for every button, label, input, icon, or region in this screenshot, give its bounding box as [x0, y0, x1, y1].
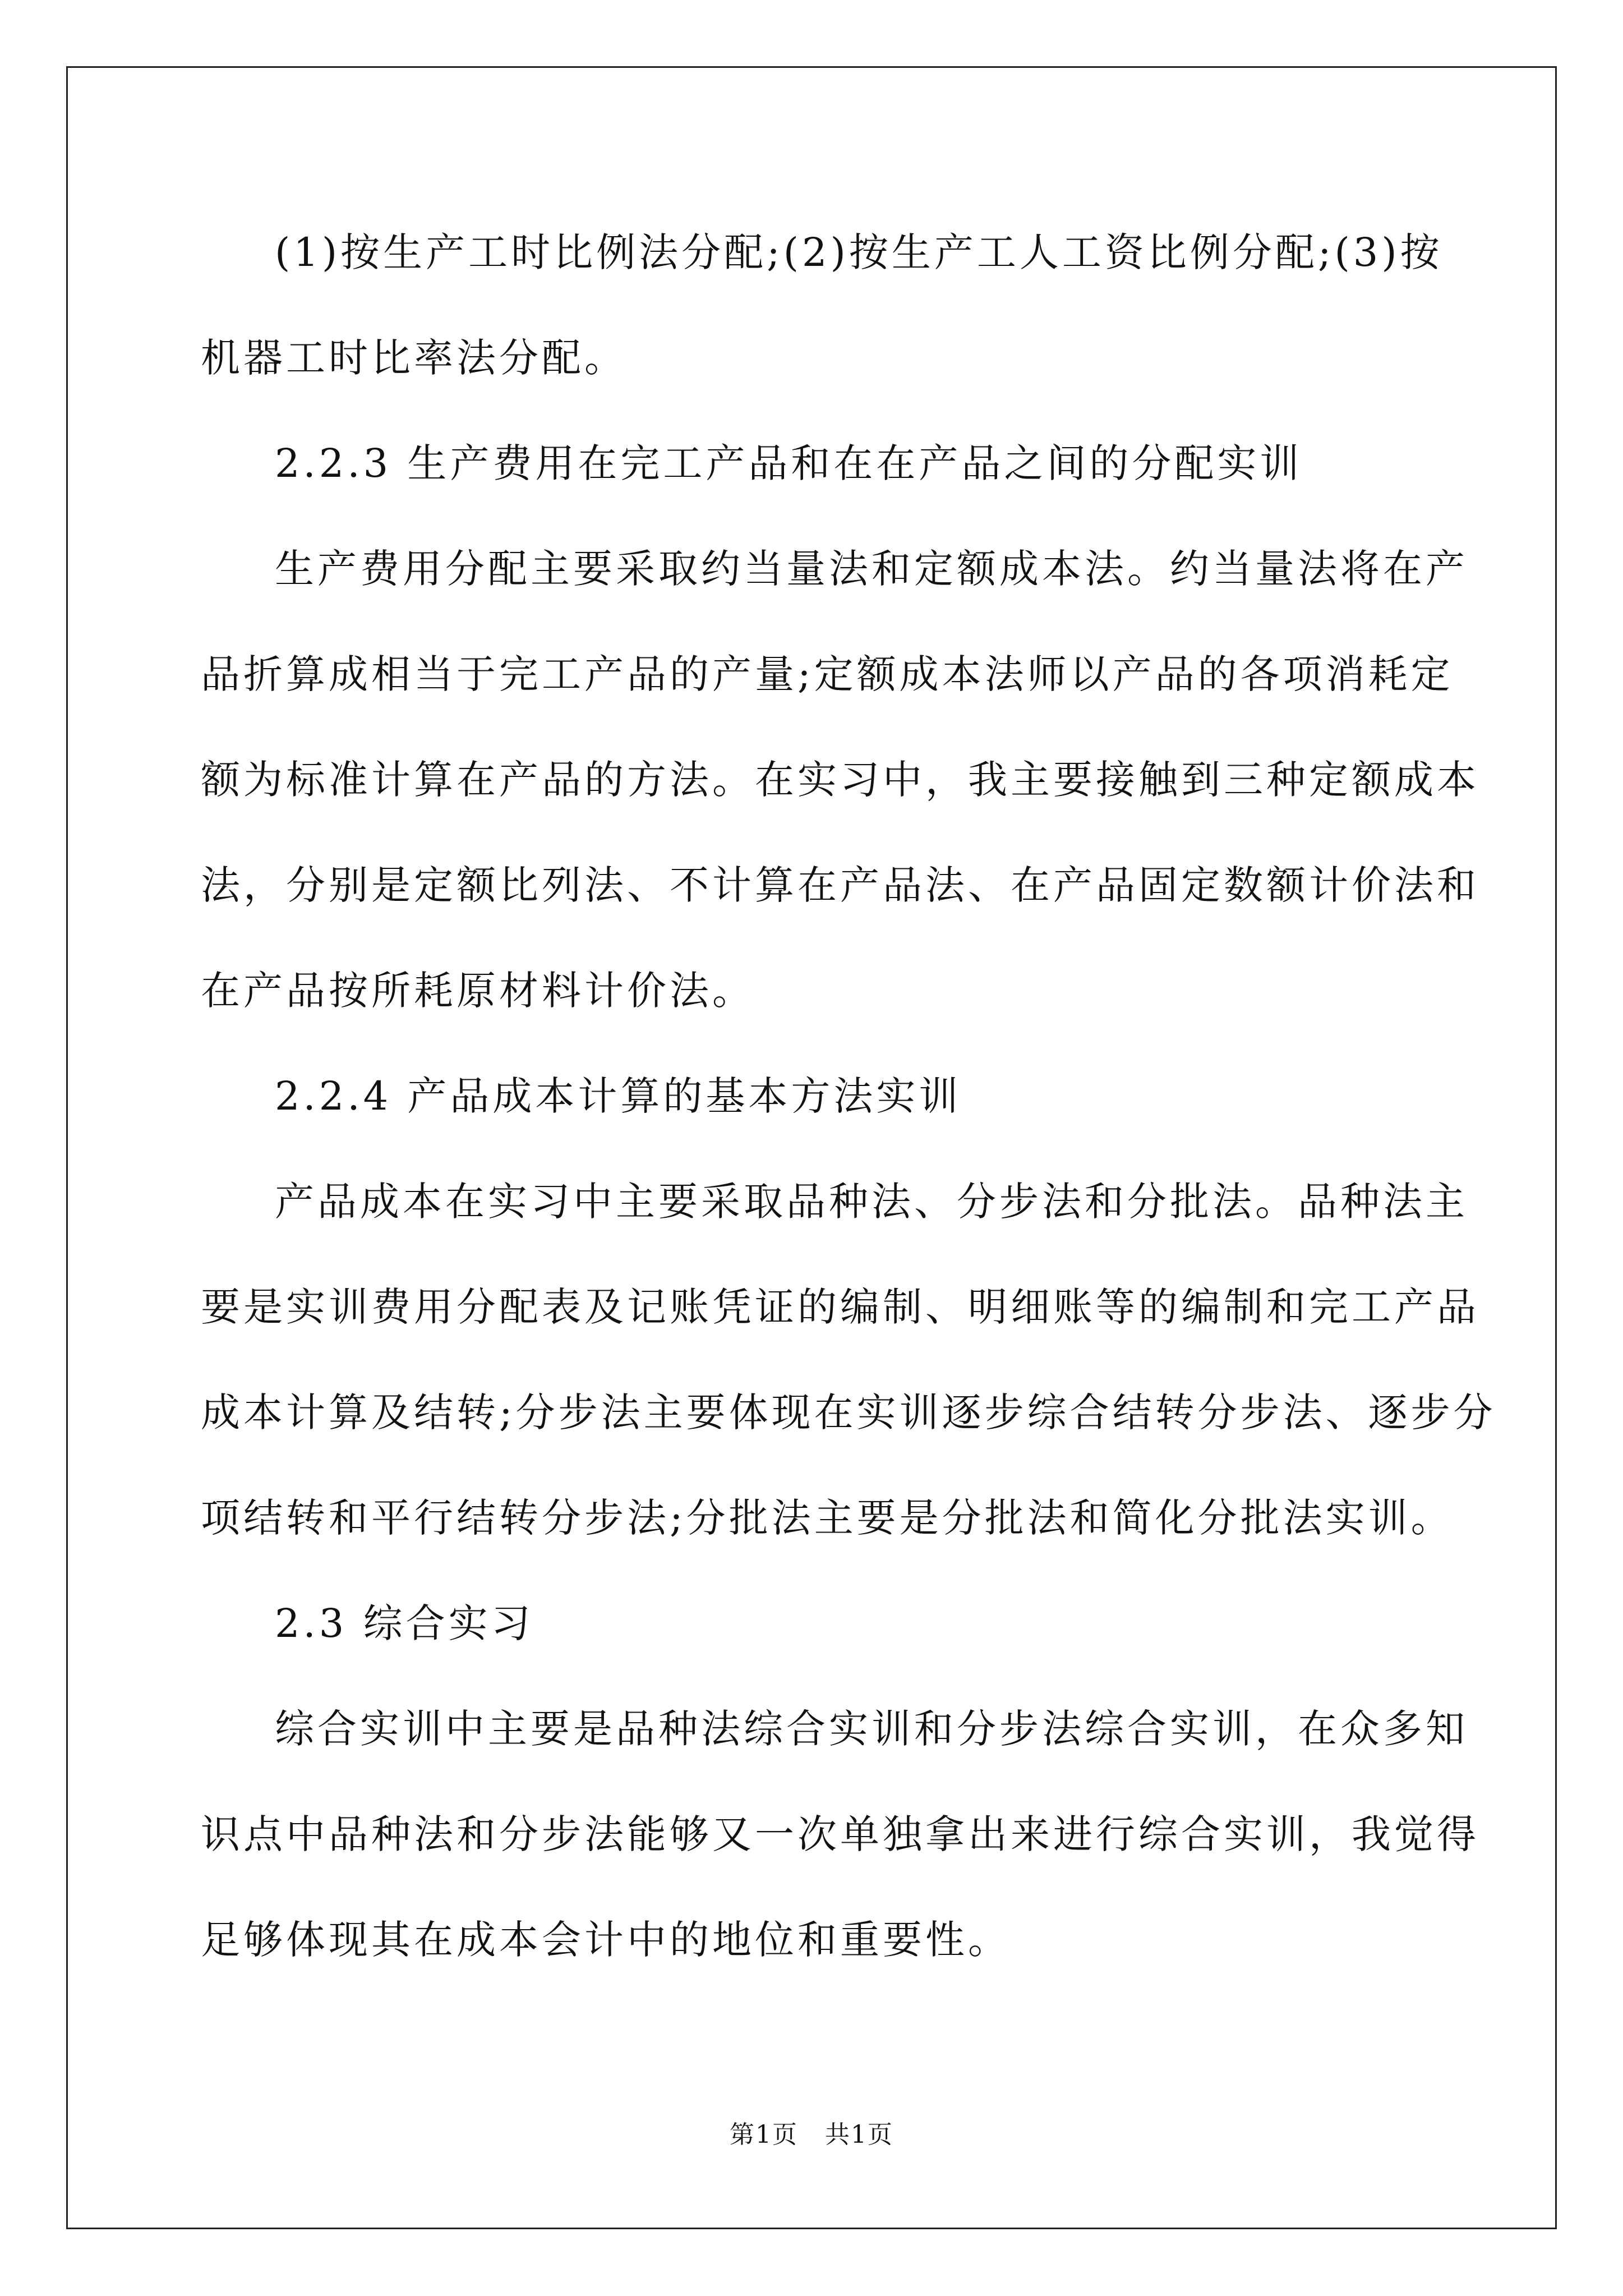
page-footer: 第1页 共1页	[730, 2120, 893, 2149]
paragraph-line: 足够体现其在成本会计中的地位和重要性。	[201, 1917, 1011, 1963]
section-heading: 2.3 综合实习	[275, 1600, 534, 1646]
paragraph-line: 品折算成相当于完工产品的产量;定额成本法师以产品的各项消耗定	[201, 651, 1454, 697]
paragraph-line: 综合实训中主要是品种法综合实训和分步法综合实训，在众多知	[275, 1706, 1468, 1752]
section-heading: 2.2.3 生产费用在完工产品和在在产品之间的分配实训	[275, 440, 1303, 486]
paragraph-line: 要是实训费用分配表及记账凭证的编制、明细账等的编制和完工产品	[201, 1284, 1479, 1330]
paragraph-line: 在产品按所耗原材料计价法。	[201, 968, 755, 1014]
paragraph-line: (1)按生产工时比例法分配;(2)按生产工人工资比例分配;(3)按	[275, 229, 1443, 275]
paragraph-line: 额为标准计算在产品的方法。在实习中，我主要接触到三种定额成本	[201, 757, 1479, 803]
paragraph-line: 法，分别是定额比列法、不计算在产品法、在产品固定数额计价法和	[201, 862, 1479, 908]
paragraph-line: 生产费用分配主要采取约当量法和定额成本法。约当量法将在产	[275, 546, 1468, 592]
paragraph-line: 项结转和平行结转分步法;分批法主要是分批法和简化分批法实训。	[201, 1495, 1454, 1541]
paragraph-line: 识点中品种法和分步法能够又一次单独拿出来进行综合实训，我觉得	[201, 1811, 1479, 1857]
paragraph-line: 成本计算及结转;分步法主要体现在实训逐步综合结转分步法、逐步分	[201, 1389, 1496, 1435]
page-border	[66, 66, 1557, 2229]
paragraph-line: 产品成本在实习中主要采取品种法、分步法和分批法。品种法主	[275, 1179, 1468, 1225]
paragraph-line: 机器工时比率法分配。	[201, 335, 627, 381]
section-heading: 2.2.4 产品成本计算的基本方法实训	[275, 1073, 962, 1119]
